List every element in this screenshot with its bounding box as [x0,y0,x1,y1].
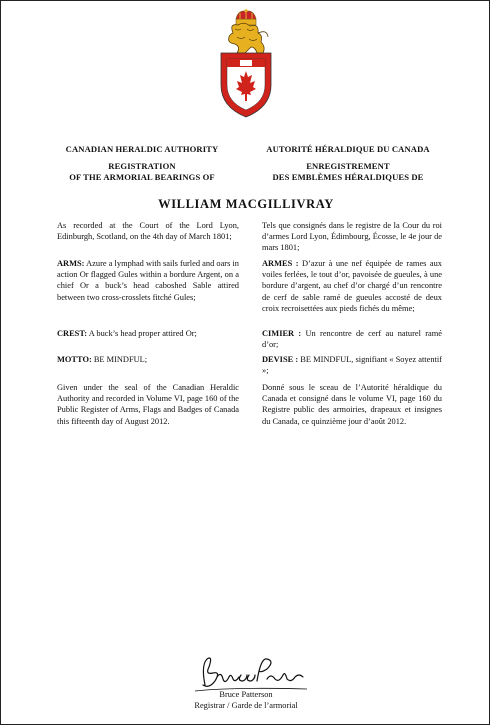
motto-text-fr: BE MINDFUL, signifiant « Soyez attentif »; [262,355,442,376]
signatory-name: Bruce Patterson [219,690,273,699]
registration-label-fr: ENREGISTREMENT [306,161,390,171]
signatory-block [1,690,490,711]
arms-paragraph-fr [262,258,442,314]
crown-icon [236,9,256,25]
given-paragraph-en: Given under the seal of the Canadian Heraldic Authority and recorded in Volume VI, page 160 of the Public Register of Arms, Flags and Badges of Canada this fifteenth day of August 2012. [57,383,239,426]
crest-label-en: CREST: [57,329,88,338]
motto-paragraph-en [57,354,239,365]
recorded-paragraph-fr: Tels que consignés dans le registre de la Cour du roi d’armes Lord Lyon, Édimbourg, Écosse, le 4e jour de mars 1801; [262,221,442,253]
crest-label-fr: CIMIER : [262,329,302,338]
arms-label-en: ARMS: [57,259,85,268]
crest-paragraph-fr [262,328,442,350]
arms-paragraph-en [57,258,239,303]
shield-icon [221,53,271,117]
lion-icon [229,23,268,53]
registration-label-en: REGISTRATION [108,161,176,171]
arms-label-fr: ARMES : [262,259,299,268]
armorial-bearings-label-en: OF THE ARMORIAL BEARINGS OF [69,172,215,182]
arms-text-fr: D’azur à une nef équipée de rames aux voiles ferlées, le tout d’or, pavoisée de gueules, à une bordure d’argent, au chef d’or chargé d’un rencontre de cerf de sable ramé de gueules accosté de deux croix recroisettées aux pieds fichés du même; [262,259,442,313]
motto-paragraph-fr [262,354,442,376]
handwritten-signature [191,651,311,695]
motto-text-en: BE MINDFUL; [91,355,148,364]
motto-label-en: MOTTO: [57,355,92,364]
motto-label-fr: DEVISE : [262,355,299,364]
signatory-title: Registrar / Garde de l’armorial [194,700,298,710]
grantee-name: WILLIAM MACGILLIVRAY [158,197,334,211]
heraldic-authority-emblem [211,9,281,121]
arms-text-en: Azure a lymphad with sails furled and oars in action Or flagged Gules within a bordure Argent, on a chief Or a buck’s head caboshed Sable attired between two cross-crosslets fitché Gules; [57,259,239,302]
recorded-paragraph-en: As recorded at the Court of the Lord Lyon, Edinburgh, Scotland, on the 4th day of March 1801; [57,221,239,242]
authority-name-fr: AUTORITÉ HÉRALDIQUE DU CANADA [266,144,430,154]
armorial-bearings-label-fr: DES EMBLÈMES HÉRALDIQUES DE [272,172,424,182]
authority-name-en: CANADIAN HERALDIC AUTHORITY [65,144,219,154]
given-paragraph-fr: Donné sous le sceau de l’Autorité héraldique du Canada et consigné dans le volume VI, page 160 du Registre public des armoiries, drapeaux et insignes du Canada, ce quinzième jour d’août 2012. [262,383,442,426]
crest-text-fr: Un rencontre de cerf au naturel ramé d’or; [262,329,442,350]
crest-text-en: A buck’s head proper attired Or; [87,329,197,338]
crest-paragraph-en [57,328,239,339]
